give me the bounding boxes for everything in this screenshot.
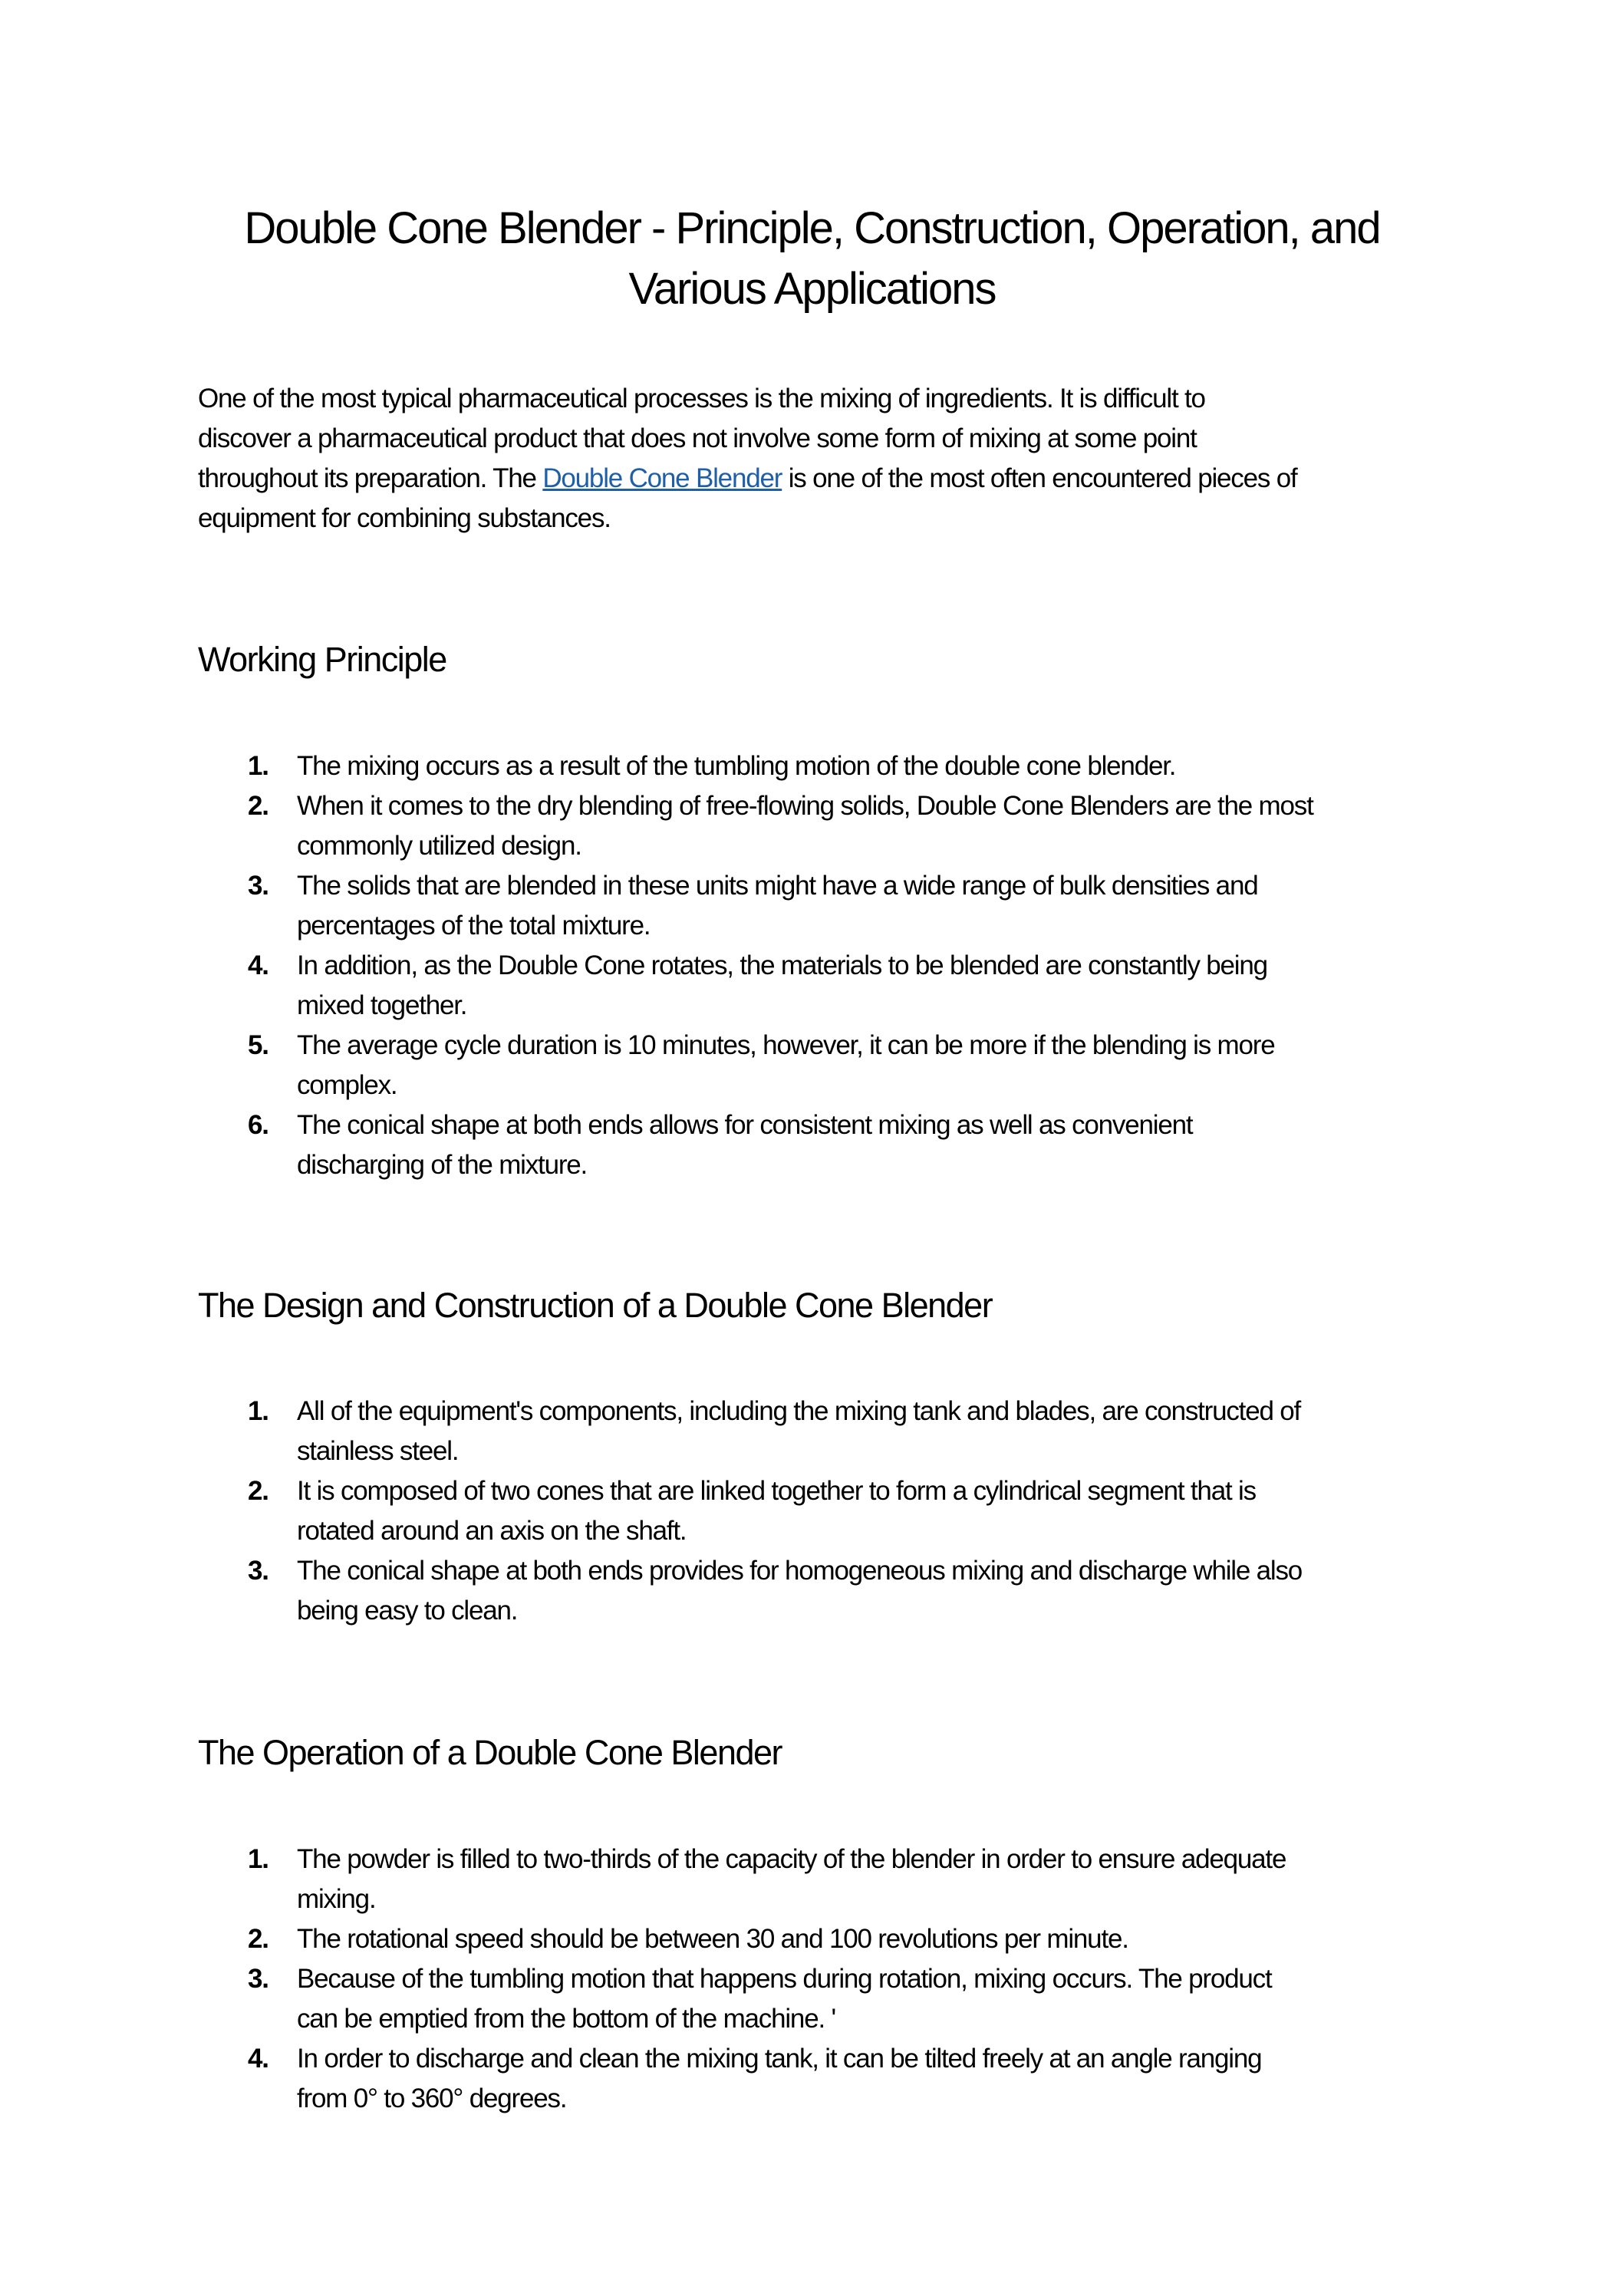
list-item-line: from 0° to 360° degrees. bbox=[297, 2084, 567, 2113]
design-list bbox=[0, 1392, 1302, 1631]
intro-line: One of the most typical pharmaceutical processes is the mixing of ingredients. It is difficult to bbox=[198, 384, 1205, 413]
title-line: Various Applications bbox=[628, 264, 996, 314]
list-item bbox=[0, 786, 1313, 866]
double-cone-blender-link[interactable]: Double Cone Blender bbox=[542, 463, 782, 493]
list-item bbox=[0, 1551, 1302, 1631]
page-title bbox=[0, 198, 1624, 319]
list-item-text bbox=[297, 746, 1313, 786]
operation-list bbox=[0, 1840, 1286, 2119]
list-item bbox=[0, 746, 1313, 786]
title-line: Double Cone Blender - Principle, Construction, Operation, and bbox=[244, 203, 1380, 253]
list-item-line: mixed together. bbox=[297, 990, 467, 1020]
list-number: 3. bbox=[248, 1556, 268, 1586]
list-number: 1. bbox=[248, 1844, 268, 1874]
list-item bbox=[0, 946, 1313, 1026]
list-item bbox=[0, 1105, 1313, 1185]
list-item-line: In addition, as the Double Cone rotates, the materials to be blended are constantly being bbox=[297, 950, 1267, 980]
list-number: 3. bbox=[248, 1964, 268, 1994]
list-item-text bbox=[297, 1959, 1286, 2039]
list-number: 1. bbox=[248, 751, 268, 781]
list-number: 2. bbox=[248, 1924, 268, 1954]
list-item-text bbox=[297, 1551, 1302, 1631]
list-item-line: complex. bbox=[297, 1070, 397, 1100]
section-heading-working-principle: Working Principle bbox=[198, 640, 446, 679]
list-item-line: percentages of the total mixture. bbox=[297, 911, 651, 940]
list-item-text bbox=[297, 946, 1313, 1026]
list-number: 2. bbox=[248, 791, 268, 821]
list-item-line: can be emptied from the bottom of the machine. ' bbox=[297, 2004, 835, 2034]
list-item-line: The powder is filled to two-thirds of the capacity of the blender in order to ensure adequate bbox=[297, 1844, 1286, 1874]
list-item-text bbox=[297, 1919, 1286, 1959]
list-item bbox=[0, 1840, 1286, 1919]
list-item-text bbox=[297, 2039, 1286, 2119]
list-number: 6. bbox=[248, 1110, 268, 1140]
list-item-line: The conical shape at both ends provides for homogeneous mixing and discharge while also bbox=[297, 1556, 1303, 1586]
list-item-line: stainless steel. bbox=[297, 1436, 459, 1466]
intro-line: discover a pharmaceutical product that does not involve some form of mixing at some point bbox=[198, 423, 1197, 453]
list-item-line: Because of the tumbling motion that happens during rotation, mixing occurs. The product bbox=[297, 1964, 1272, 1994]
list-item bbox=[0, 2039, 1286, 2119]
list-item bbox=[0, 1392, 1302, 1471]
list-number: 2. bbox=[248, 1476, 268, 1506]
list-item-text bbox=[297, 1105, 1313, 1185]
section-heading-design: The Design and Construction of a Double Cone Blender bbox=[198, 1286, 993, 1325]
intro-paragraph bbox=[198, 379, 1297, 539]
list-item-line: mixing. bbox=[297, 1884, 376, 1914]
list-item bbox=[0, 1919, 1286, 1959]
list-number: 3. bbox=[248, 871, 268, 901]
list-item-line: commonly utilized design. bbox=[297, 831, 581, 861]
list-item-line: The conical shape at both ends allows for consistent mixing as well as convenient bbox=[297, 1110, 1193, 1140]
list-item bbox=[0, 1959, 1286, 2039]
intro-line: equipment for combining substances. bbox=[198, 503, 611, 533]
list-number: 4. bbox=[248, 2044, 268, 2074]
list-item bbox=[0, 866, 1313, 946]
list-item-line: being easy to clean. bbox=[297, 1596, 518, 1626]
list-item-line: In order to discharge and clean the mixing tank, it can be tilted freely at an angle ranging bbox=[297, 2044, 1262, 2074]
list-item-line: The average cycle duration is 10 minutes, however, it can be more if the blending is more bbox=[297, 1030, 1275, 1060]
list-item-text bbox=[297, 866, 1313, 946]
list-item-text bbox=[297, 1471, 1302, 1551]
intro-line bbox=[198, 459, 1297, 499]
list-item-text bbox=[297, 1840, 1286, 1919]
list-number: 5. bbox=[248, 1030, 268, 1060]
list-item-line: The mixing occurs as a result of the tumbling motion of the double cone blender. bbox=[297, 751, 1176, 781]
list-item-line: discharging of the mixture. bbox=[297, 1150, 588, 1180]
list-number: 4. bbox=[248, 950, 268, 980]
list-item-line: The solids that are blended in these units might have a wide range of bulk densities and bbox=[297, 871, 1258, 901]
intro-text: throughout its preparation. The bbox=[198, 463, 543, 493]
list-item-line: rotated around an axis on the shaft. bbox=[297, 1516, 687, 1546]
list-item-text bbox=[297, 1026, 1313, 1105]
list-item-line: The rotational speed should be between 30 and 100 revolutions per minute. bbox=[297, 1924, 1128, 1954]
list-item-text bbox=[297, 786, 1313, 866]
intro-text: is one of the most often encountered pieces of bbox=[782, 463, 1297, 493]
working-principle-list bbox=[0, 746, 1313, 1185]
list-number: 1. bbox=[248, 1396, 268, 1426]
section-heading-operation: The Operation of a Double Cone Blender bbox=[198, 1733, 782, 1772]
list-item-line: When it comes to the dry blending of free-flowing solids, Double Cone Blenders are the most bbox=[297, 791, 1313, 821]
list-item-text bbox=[297, 1392, 1302, 1471]
list-item-line: It is composed of two cones that are linked together to form a cylindrical segment that is bbox=[297, 1476, 1256, 1506]
list-item bbox=[0, 1026, 1313, 1105]
list-item-line: All of the equipment's components, including the mixing tank and blades, are constructed of bbox=[297, 1396, 1301, 1426]
list-item bbox=[0, 1471, 1302, 1551]
